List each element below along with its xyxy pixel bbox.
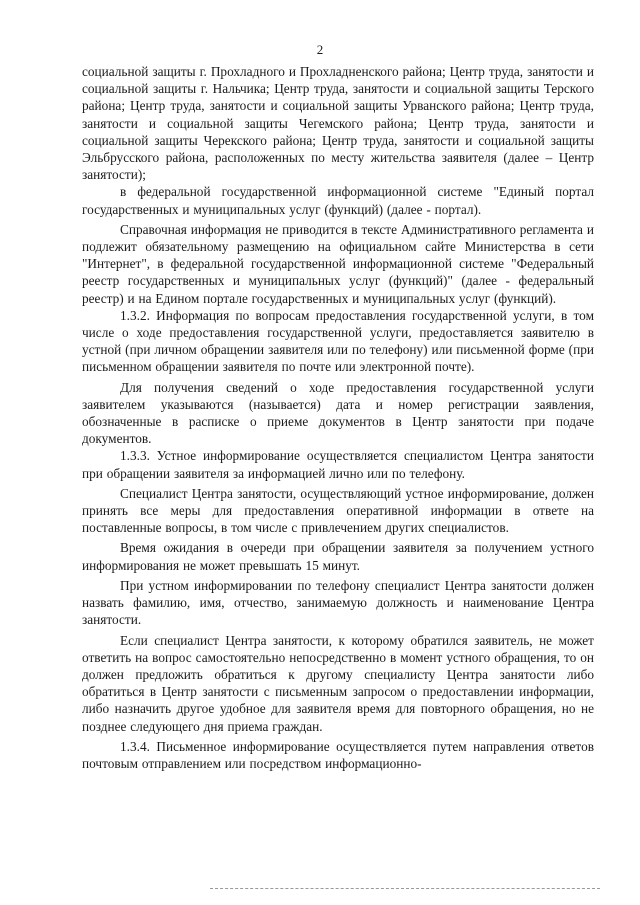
paragraph-1-3-4: 1.3.4. Письменное информирование осуществляется путем направления ответов почтовым отправлением или посредством информационно- bbox=[82, 738, 594, 771]
paragraph-redirect: Если специалист Центра занятости, к которому обратился заявитель, не может ответить на вопрос самостоятельно непосредственно в момент устного обращения, то он должен предложить обратиться к другому специалисту Центра занятости либо обратиться в Центр занятости с письменным запросом о предоставлении информации, либо назначить другое удобное для заявителя время для повторного обращения, но не позднее следующего дня приема граждан. bbox=[82, 632, 594, 734]
paragraph-specialist: Специалист Центра занятости, осуществляющий устное информирование, должен принять все меры для предоставления оперативной информации в ответе на поставленные вопросы, в том числе с привлечением других специалистов. bbox=[82, 485, 594, 536]
page-number: 2 bbox=[316, 42, 324, 57]
document-body bbox=[82, 63, 594, 772]
paragraph-reference-info: Справочная информация не приводится в тексте Административного регламента и подлежит обязательному размещению на официальном сайте Министерства в сети "Интернет", в федеральной государственной информационной системе "Федеральный реестр государственных и муниципальных услуг (функций)" (далее - федеральный реестр) и на Едином портале государственных и муниципальных услуг (функций). bbox=[82, 221, 594, 306]
paragraph-continuation: социальной защиты г. Прохладного и Прохладненского района; Центр труда, занятости и социальной защиты г. Нальчика; Центр труда, занятости и социальной защиты Терского района; Центр труда, занятости и социальной защиты Урванского района; Центр труда, занятости и социальной защиты Чегемского района; Центр труда, занятости и социальной защиты Черекского района; Центр труда, занятости и социальной защиты Эльбрусского района, расположенных по месту жительства заявителя (далее – Центр занятости); bbox=[82, 64, 594, 183]
footer-divider bbox=[210, 888, 600, 889]
paragraph-1-3-2: 1.3.2. Информация по вопросам предоставления государственной услуги, в том числе о ходе предоставления государственной услуги, предоставляется заявителю в устной (при личном обращении заявителя или по телефону) или письменной форме (при письменном обращении заявителя по почте или электронной почте). bbox=[82, 307, 594, 375]
paragraph-status-info: Для получения сведений о ходе предоставления государственной услуги заявителем указываются (называется) дата и номер регистрации заявления, обозначенные в расписке о приеме документов в Центр занятости при подаче документов. bbox=[82, 379, 594, 447]
paragraph-waiting-time: Время ожидания в очереди при обращении заявителя за получением устного информирования не может превышать 15 минут. bbox=[82, 540, 594, 573]
paragraph-portal: в федеральной государственной информационной системе "Единый портал государственных и муниципальных услуг (функций) (далее - портал). bbox=[82, 184, 594, 217]
paragraph-phone-info: При устном информировании по телефону специалист Центра занятости должен назвать фамилию, имя, отчество, занимаемую должность и наименование Центра занятости. bbox=[82, 577, 594, 628]
paragraph-1-3-3: 1.3.3. Устное информирование осуществляется специалистом Центра занятости при обращении заявителя за информацией лично или по телефону. bbox=[82, 448, 594, 481]
